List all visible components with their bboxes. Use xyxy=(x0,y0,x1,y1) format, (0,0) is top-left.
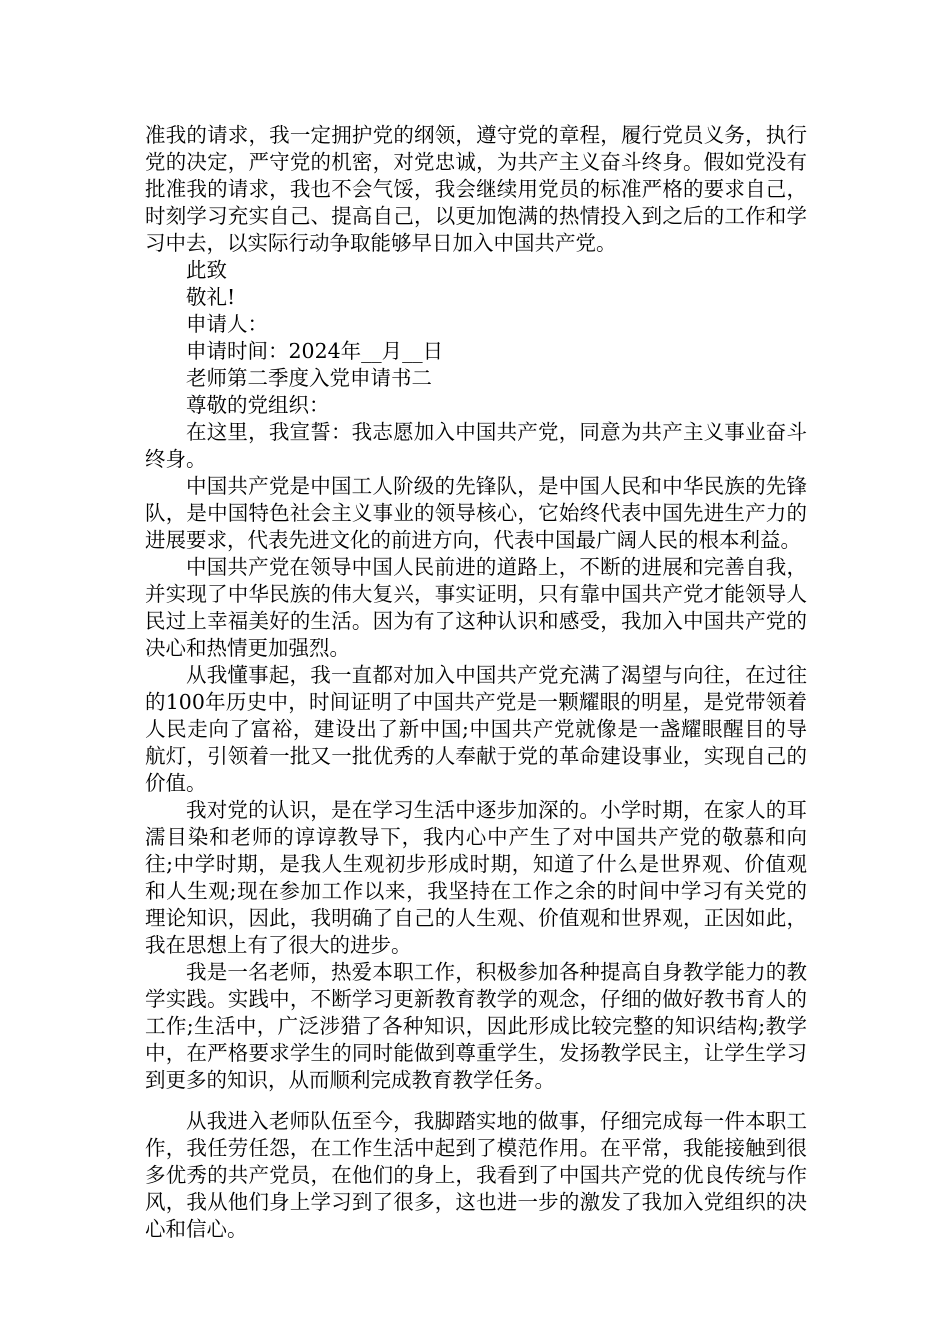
document-title: 老师第二季度入党申请书二 xyxy=(186,366,432,390)
closing-salutation: 此致 xyxy=(186,258,227,282)
paragraph-oath: 在这里，我宣誓：我志愿加入中国共产党，同意为共产主义事业奋斗终身。 xyxy=(145,420,807,471)
paragraph-understanding: 我对党的认识，是在学习生活中逐步加深的。小学时期，在家人的耳濡目染和老师的谆谆教导下，我内心中产生了对中国共产党的敬慕和向往;中学时期，是我人生观初步形成时期，知道了什么是世界观、价值观和人生观;现在参加工作以来，我坚持在工作之余的时间中学习有关党的理论知识，因此，我明确了自己的人生观、价值观和世界观，正因如此，我在思想上有了很大的进步。 xyxy=(145,798,807,957)
paragraph-continued-request: 准我的请求，我一定拥护党的纲领，遵守党的章程，履行党员义务，执行党的决定，严守党的机密，对党忠诚，为共产主义奋斗终身。假如党没有批准我的请求，我也不会气馁，我会继续用党员的标准严格的要求自己，时刻学习充实自己、提高自己，以更加饱满的热情投入到之后的工作和学习中去，以实际行动争取能够早日加入中国共产党。 xyxy=(145,123,807,255)
paragraph-motivation: 从我进入老师队伍至今，我脚踏实地的做事，仔细完成每一件本职工作，我任劳任怨，在工作生活中起到了模范作用。在平常，我能接触到很多优秀的共产党员，在他们的身上，我看到了中国共产党的优良传统与作风，我从他们身上学习到了很多，这也进一步的激发了我加入党组织的决心和信心。 xyxy=(145,1109,807,1241)
closing-respect: 敬礼! xyxy=(186,285,236,309)
applicant-label: 申请人： xyxy=(186,312,268,336)
application-date: 申请时间：2024年__月__日 xyxy=(186,339,444,363)
greeting: 尊敬的党组织： xyxy=(186,393,330,417)
paragraph-leadership: 中国共产党在领导中国人民前进的道路上，不断的进展和完善自我，并实现了中华民族的伟大复兴，事实证明，只有靠中国共产党才能领导人民过上幸福美好的生活。因为有了这种认识和感受，我加入中国共产党的决心和热情更加强烈。 xyxy=(145,555,807,660)
paragraph-aspiration: 从我懂事起，我一直都对加入中国共产党充满了渴望与向往，在过往的100年历史中，时间证明了中国共产党是一颗耀眼的明星，是党带领着人民走向了富裕，建设出了新中国;中国共产党就像是一盏耀眼醒目的导航灯，引领着一批又一批优秀的人奉献于党的革命建设事业，实现自己的价值。 xyxy=(145,663,807,795)
document-body xyxy=(145,122,807,1243)
paragraph-party-nature: 中国共产党是中国工人阶级的先锋队，是中国人民和中华民族的先锋队，是中国特色社会主义事业的领导核心，它始终代表中国先进生产力的进展要求，代表先进文化的前进方向，代表中国最广阔人民的根本利益。 xyxy=(145,474,807,552)
paragraph-teacher-work: 我是一名老师，热爱本职工作，积极参加各种提高自身教学能力的教学实践。实践中，不断学习更新教育教学的观念，仔细的做好教书育人的工作;生活中，广泛涉猎了各种知识，因此形成比较完整的知识结构;教学中，在严格要求学生的同时能做到尊重学生，发扬教学民主，让学生学习到更多的知识，从而顺利完成教育教学任务。 xyxy=(145,960,807,1092)
